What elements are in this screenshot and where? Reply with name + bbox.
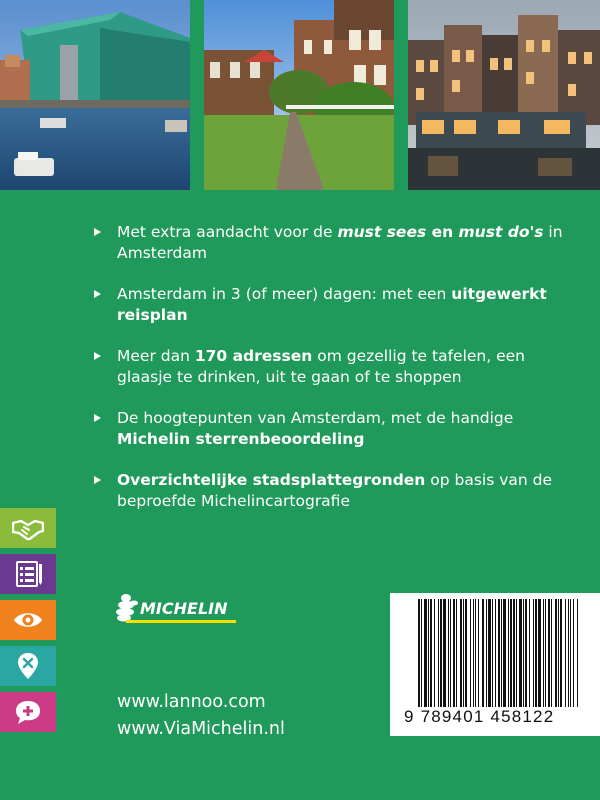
feature-text: Meer dan 170 adressen om gezellig te tafelen, een glaasje te drinken, uit te gaan of te shoppen	[117, 347, 526, 386]
tab-eye	[0, 600, 56, 640]
feature-list	[90, 222, 580, 532]
tab-map-pin	[0, 646, 56, 686]
triangle-bullet-icon	[94, 228, 101, 236]
triangle-bullet-icon	[94, 476, 101, 484]
tab-handshake	[0, 508, 56, 548]
handshake-icon	[12, 514, 44, 542]
michelin-wordmark: MICHELIN	[140, 599, 228, 618]
feature-text: Amsterdam in 3 (of meer) dagen: met een uitgewerkt reisplan	[117, 285, 547, 324]
feature-item	[90, 408, 580, 450]
url-lannoo[interactable]: www.lannoo.com	[117, 692, 266, 712]
speech-bubble-icon	[12, 698, 44, 726]
triangle-bullet-icon	[94, 290, 101, 298]
feature-text: Met extra aandacht voor de must sees en must do's in Amsterdam	[117, 223, 563, 262]
url-viamichelin[interactable]: www.ViaMichelin.nl	[117, 719, 285, 739]
website-links	[117, 689, 285, 743]
photo-begijnhof-path	[204, 0, 394, 190]
photo-nemo-building	[0, 0, 190, 190]
barcode	[390, 593, 600, 736]
photo-canal-houses	[408, 0, 600, 190]
tab-speech-bubble	[0, 692, 56, 732]
triangle-bullet-icon	[94, 414, 101, 422]
isbn-number: 9 789401 458122	[404, 707, 555, 726]
michelin-man-icon	[116, 594, 138, 622]
photo-strip	[0, 0, 600, 190]
feature-item	[90, 284, 580, 326]
feature-item	[90, 346, 580, 388]
feature-text: De hoogtepunten van Amsterdam, met de handige Michelin sterrenbeoordeling	[117, 409, 514, 448]
barcode-bars	[418, 599, 578, 707]
eye-icon	[12, 606, 44, 634]
logo-underline	[126, 620, 236, 623]
section-tabs	[0, 508, 56, 738]
tab-list	[0, 554, 56, 594]
feature-text: Overzichtelijke stadsplattegronden op basis van de beproefde Michelincartografie	[117, 471, 553, 510]
map-pin-icon	[12, 652, 44, 680]
list-icon	[12, 560, 44, 588]
triangle-bullet-icon	[94, 352, 101, 360]
feature-item	[90, 470, 580, 512]
feature-item	[90, 222, 580, 264]
michelin-logo	[116, 592, 266, 628]
